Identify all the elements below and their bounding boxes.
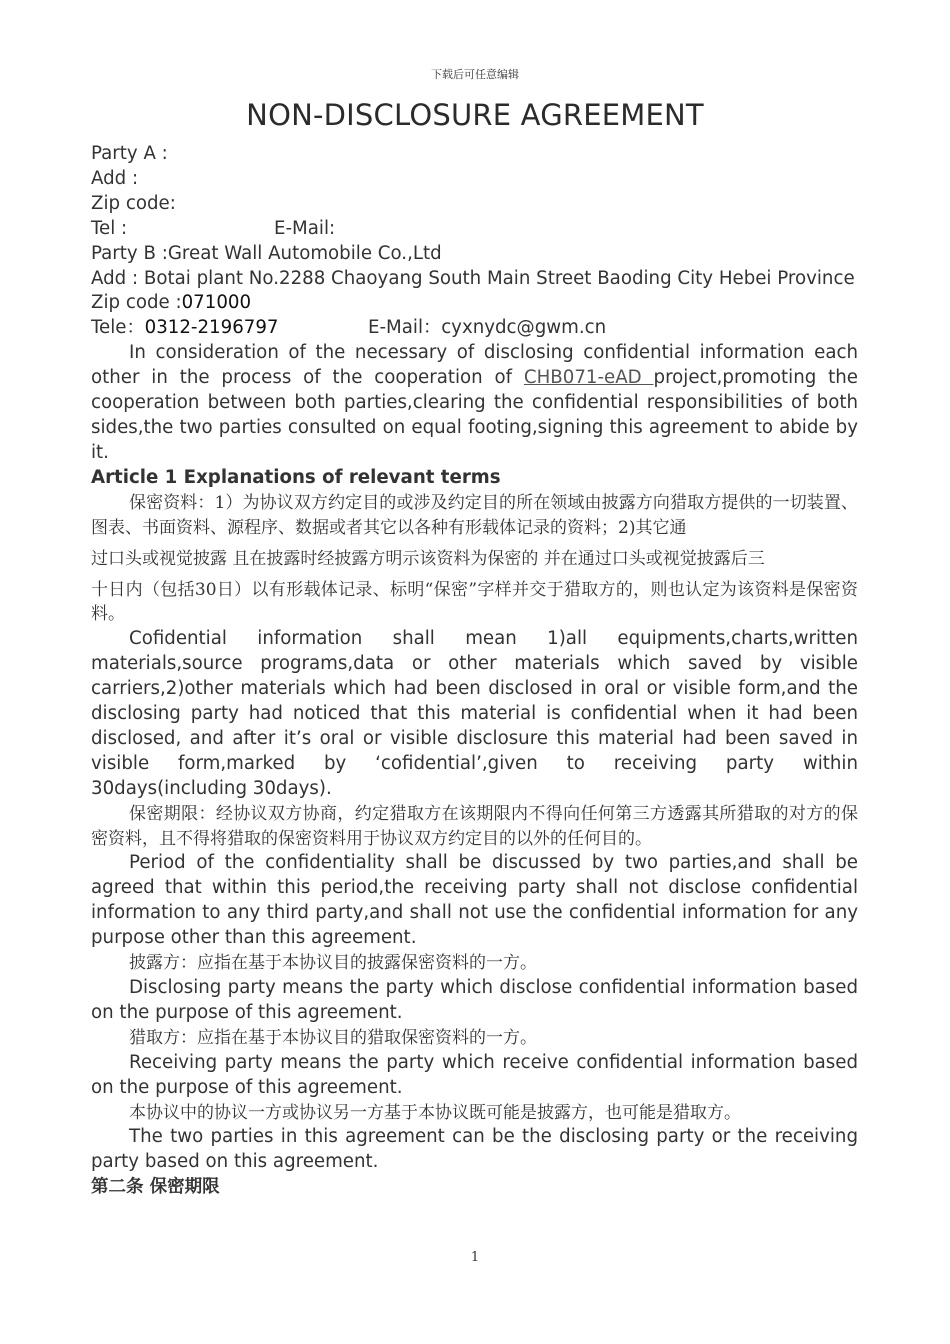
party-b-tel-value: 0312-2196797	[144, 317, 279, 339]
header-note: 下载后可任意编辑	[431, 68, 519, 81]
party-a-zip: Zip code:	[91, 192, 176, 214]
party-b-tel-label: Tele：	[91, 317, 145, 339]
disclosing-zh: 披露方：应指在基于本协议目的披露保密资料的一方。	[129, 953, 537, 974]
confidential-zh-2: 过口头或视觉披露 且在披露时经披露方明示该资料为保密的 并在通过口头或视觉披露后三	[91, 548, 765, 569]
party-b-contact	[91, 316, 858, 341]
party-b-zip	[91, 291, 858, 316]
party-b-email-value: cyxnydc@gwm.cn	[441, 317, 607, 339]
either-party-zh: 本协议中的协议一方或协议另一方基于本协议既可能是披露方，也可能是猎取方。	[129, 1102, 741, 1123]
party-b-label: Party B :Great Wall Automobile Co.,Ltd	[91, 242, 442, 264]
party-a-tel: Tel :	[91, 217, 128, 239]
confidential-zh-1: 保密资料：1）为协议双方约定目的或涉及约定目的所在领域由披露方向猎取方提供的一切装置、图表、书面资料、源程序、数据或者其它以各种有形载体记录的资料；2)其它通	[91, 492, 858, 538]
either-party-en: The two parties in this agreement can be the disclosing party or the receiving party based on this agreement.	[91, 1126, 858, 1173]
intro-text-end: project,promoting the cooperation between both parties,clearing the confidential responsibilities of both sides,the two parties consulted on equal footing,signing this agreement to abide by it.	[91, 367, 858, 463]
party-b-zip-value: 071000	[181, 292, 252, 314]
party-a-label: Party A :	[91, 143, 168, 164]
party-a-contact	[91, 217, 858, 242]
period-en: Period of the confidentiality shall be discussed by two parties,and shall be agreed that within this period,the receiving party shall not disclose confidential information to any third party,and shall not use the confidential information for any purpose other than this agreement.	[91, 852, 858, 949]
receiving-en: Receiving party means the party which receive confidential information based on the purpose of this agreement.	[91, 1051, 858, 1098]
disclosing-en: Disclosing party means the party which disclose confidential information based on the purpose of this agreement.	[91, 977, 858, 1023]
party-a-address: Add :	[91, 167, 139, 189]
intro-paragraph	[91, 341, 858, 466]
article-1-heading: Article 1 Explanations of relevant terms	[91, 466, 501, 488]
period-zh: 保密期限：经协议双方协商，约定猎取方在该期限内不得向任何第三方透露其所猎取的对方的保密资料，且不得将猎取的保密资料用于协议双方约定目的以外的任何目的。	[91, 803, 858, 849]
confidential-zh-3: 十日内（包括30日）以有形载体记录、标明“保密”字样并交于猎取方的，则也认定为该资料是保密资料。	[91, 579, 858, 625]
party-b-tel	[91, 316, 368, 341]
document-body	[91, 142, 858, 1200]
party-b-email-label: E-Mail：	[368, 317, 442, 339]
document-title: NON-DISCLOSURE AGREEMENT	[246, 98, 704, 132]
receiving-zh: 猎取方：应指在基于本协议目的猎取保密资料的一方。	[129, 1027, 537, 1048]
confidential-en: Cofidential information shall mean 1)all equipments,charts,written materials,source programs,data or other materials which saved by visible carriers,2)other materials which had been disclosed in oral or visible form,and the disclosing party had noticed that this material is confidential when it had been disclosed, and after it’s oral or visible disclosure this material had been saved in visible form,marked by ‘cofidential’,given to receiving party within 30days(including 30days).	[91, 628, 858, 799]
intro-text-start: In consideration of the necessary of disclosing confidential information each other in the process of the cooperation of	[91, 342, 858, 389]
party-a-email: E-Mail:	[274, 217, 336, 239]
article-2-heading: 第二条 保密期限	[91, 1177, 220, 1198]
project-link[interactable]: CHB071-eAD	[523, 367, 654, 389]
page-number: 1	[470, 1250, 480, 1265]
party-b-address: Add : Botai plant No.2288 Chaoyang South Main Street Baoding City Hebei Province	[91, 267, 855, 289]
party-b-zip-label: Zip code :	[91, 292, 182, 314]
